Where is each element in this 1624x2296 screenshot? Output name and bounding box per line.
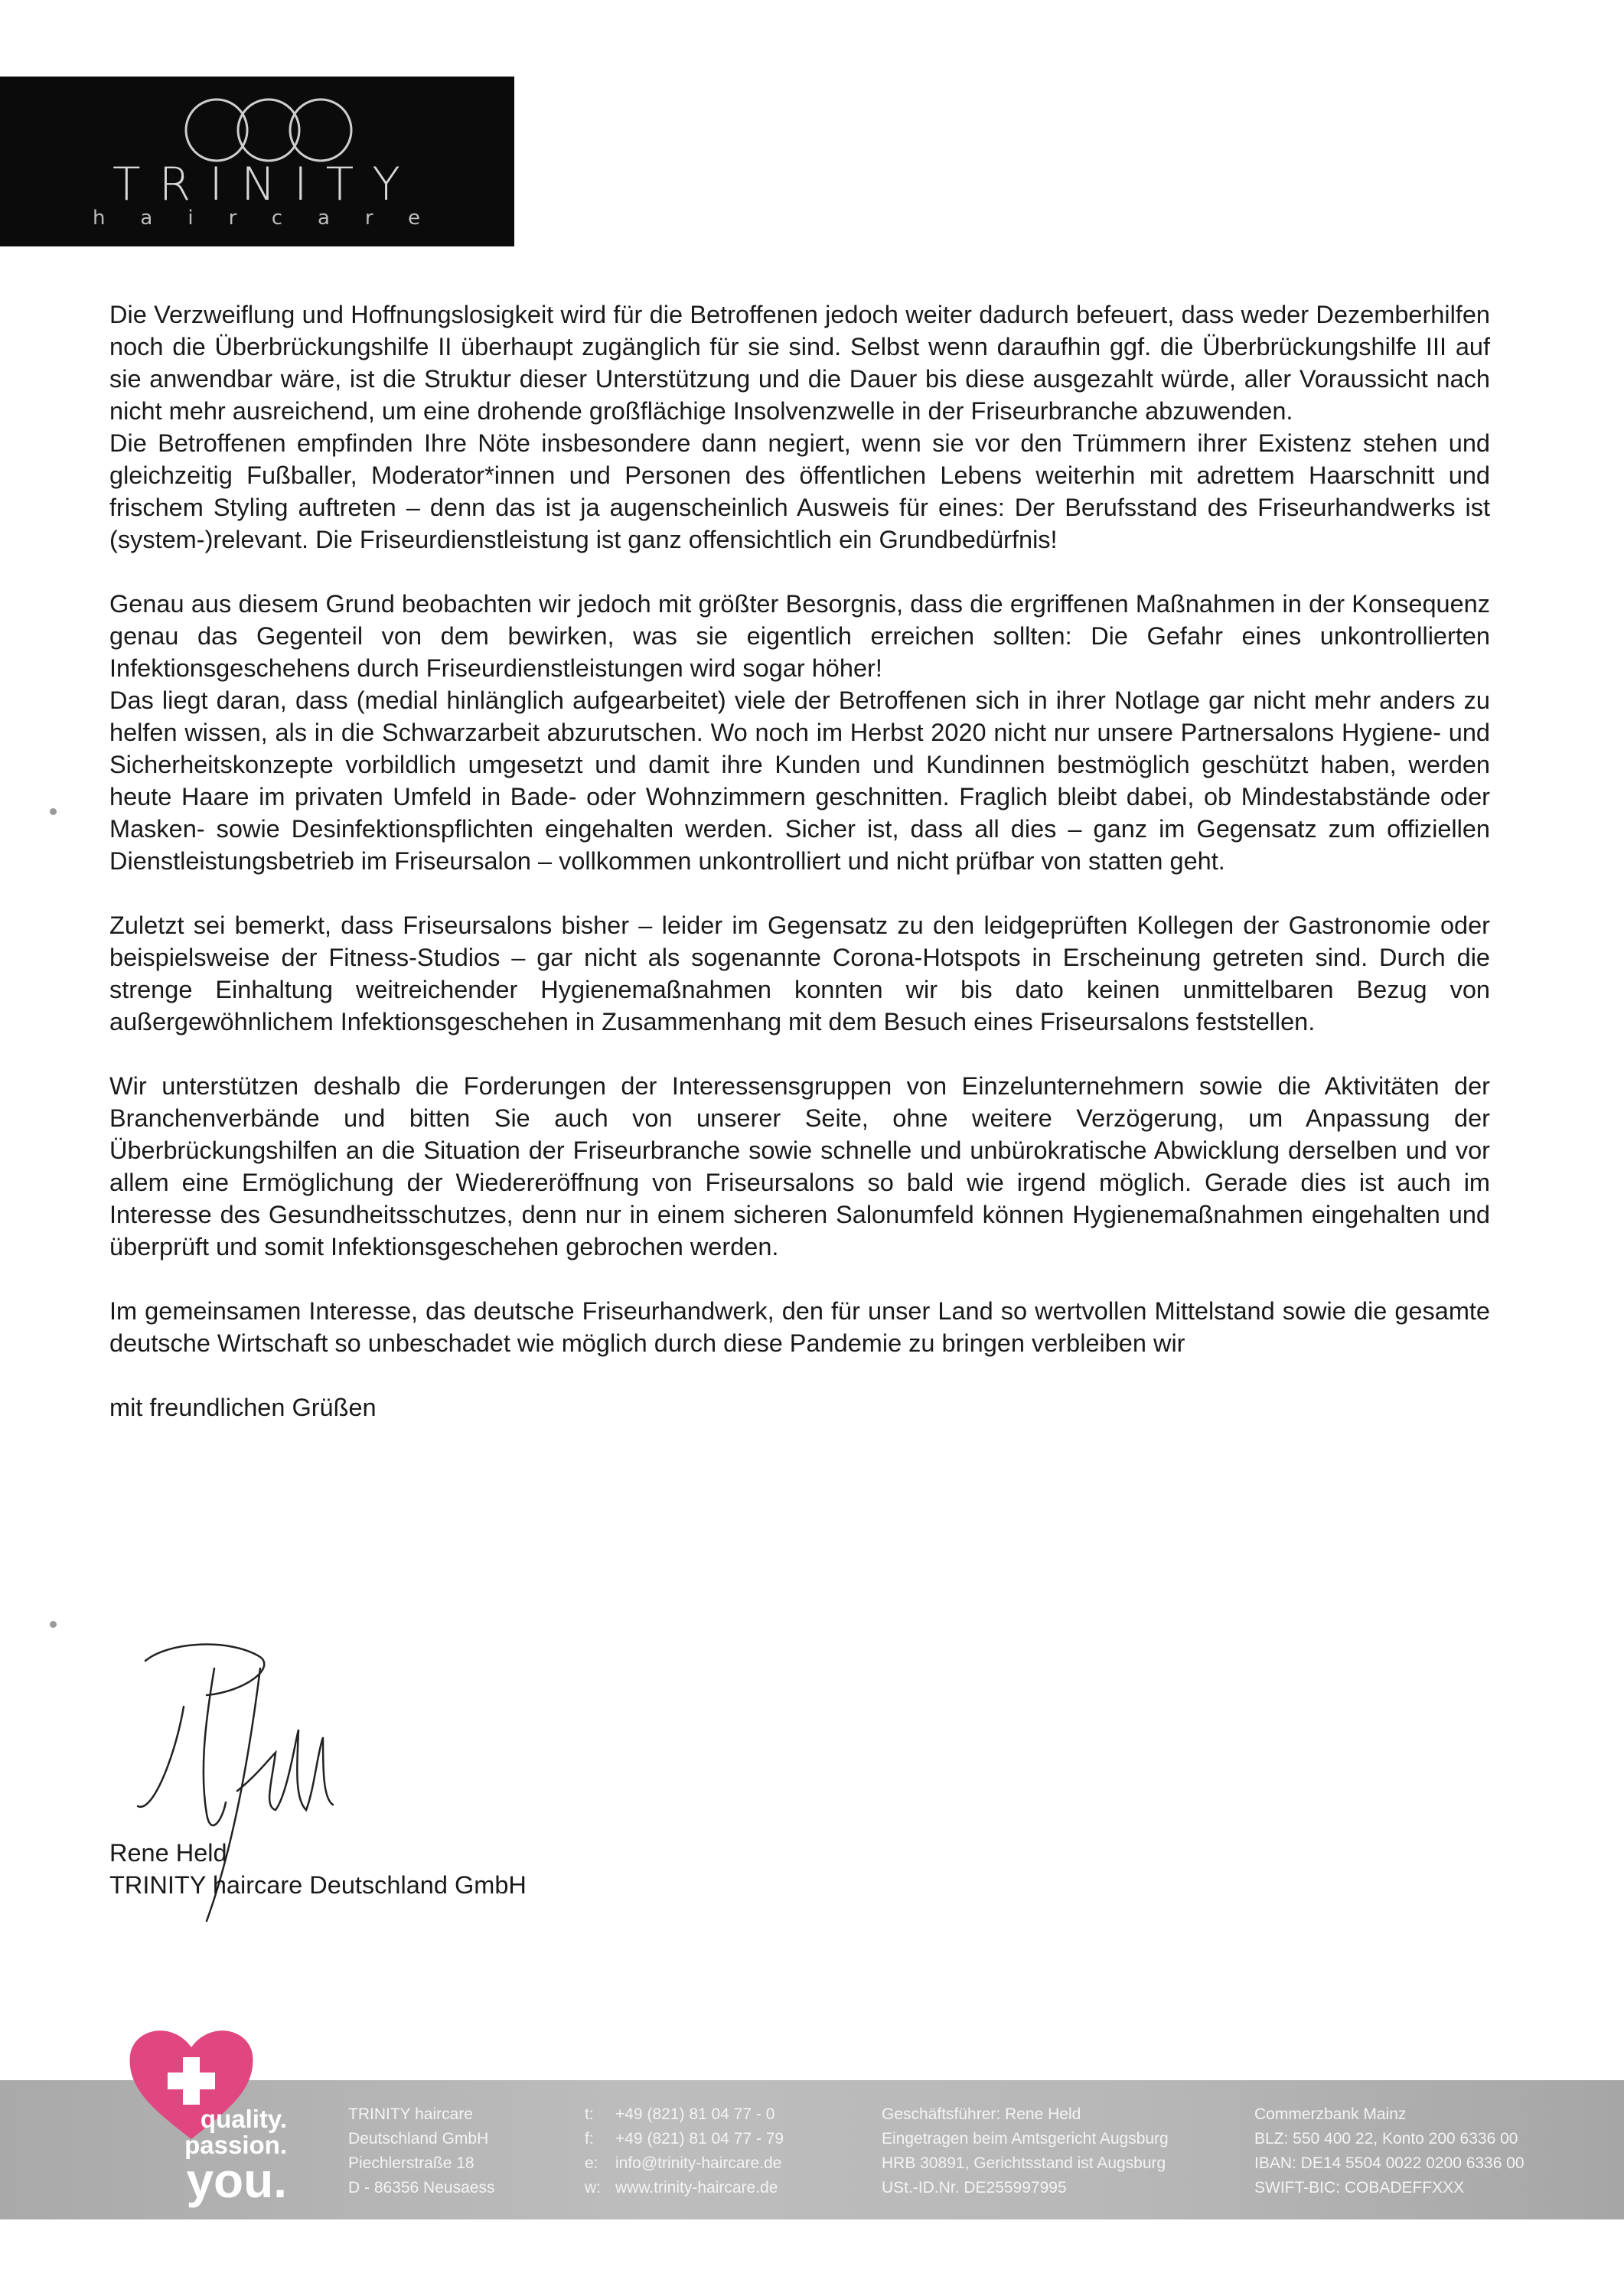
legal-line: Eingetragen beim Amtsgericht Augsburg bbox=[882, 2130, 1169, 2148]
legal-line: USt.-ID.Nr. DE255997995 bbox=[882, 2179, 1067, 2197]
closing: mit freundlichen Grüßen bbox=[109, 1394, 377, 1421]
footer-tagline bbox=[142, 2105, 287, 2208]
signatory-block bbox=[109, 1837, 527, 1901]
contact-key: e: bbox=[585, 2154, 598, 2172]
legal-line: Geschäftsführer: Rene Held bbox=[882, 2105, 1081, 2123]
signatory-company: TRINITY haircare Deutschland GmbH bbox=[109, 1871, 527, 1899]
paragraph: Zuletzt sei bemerkt, dass Friseursalons bisher – leider im Gegensatz zu den leidgeprüften Kollegen der Gastronomie oder beispielsweise der Fitness-Studios – gar nicht als sogenannte Corona-Hotspots in Erscheinung getreten sind. Durch die strenge Einhaltung weitreichender Hygienemaßnahmen konnten wir bis dato keinen unmittelbaren Bezug von außergewöhnlichem Infektionsgeschehen in Zusammenhang mit dem Besuch eines Friseursalons feststellen. bbox=[109, 912, 1490, 1035]
tagline-passion: passion. bbox=[184, 2131, 287, 2159]
tagline-you: you. bbox=[186, 2153, 287, 2208]
paragraph: Die Betroffenen empfinden Ihre Nöte insbesondere dann negiert, wenn sie vor den Trümmern ihrer Existenz stehen und gleichzeitig Fußballer, Moderator*innen und Personen des öffentlichen Lebens weiterhin mit adrettem Haarschnitt und frischem Styling auftreten – denn das ist ja augenscheinlich Ausweis für eines: Der Berufsstand des Friseurhandwerks ist (system-)relevant. Die Friseurdienstleistung ist ganz offensichtlich ein Grundbedürfnis! bbox=[109, 429, 1490, 553]
website-link[interactable]: www.trinity-haircare.de bbox=[615, 2179, 778, 2197]
contact-key: t: bbox=[585, 2105, 594, 2123]
margin-dot bbox=[50, 808, 57, 815]
tagline-quality: quality. bbox=[200, 2105, 287, 2133]
margin-dot bbox=[50, 1621, 57, 1628]
email-link[interactable]: info@trinity-haircare.de bbox=[615, 2154, 782, 2172]
paragraph: Das liegt daran, dass (medial hinlänglich aufgearbeitet) viele der Betroffenen sich in ihrer Notlage gar nicht mehr anders zu helfen wissen, als in die Schwarzarbeit abzurutschen. Wo noch im Herbst 2020 nicht nur unsere Partnersalons Hygiene- und Sicherheitskonzepte vorbildlich umgesetzt und damit ihre Kunden und Kundinnen bestmöglich geschützt haben, werden heute Haare im privaten Umfeld in Bade- oder Wohnzimmern geschnitten. Fraglich bleibt dabei, ob Mindestabstände oder Masken- sowie Desinfektionspflichten eingehalten werden. Sicher ist, dass all dies – ganz im Gegensatz zum offiziellen Dienstleistungsbetrieb im Friseursalon – vollkommen unkontrolliert und nicht prüfbar von statten geht. bbox=[109, 687, 1490, 875]
footer-bank bbox=[1254, 2102, 1525, 2200]
signatory-name: Rene Held bbox=[109, 1839, 227, 1867]
paragraph: Im gemeinsamen Interesse, das deutsche Friseurhandwerk, den für unser Land so wertvollen Mittelstand sowie die gesamte deutsche Wirtschaft so unbeschadet wie möglich durch diese Pandemie zu bringen verbleiben wir bbox=[109, 1297, 1490, 1357]
contact-key: w: bbox=[585, 2179, 601, 2197]
address-line: Piechlerstraße 18 bbox=[348, 2154, 474, 2172]
footer-legal bbox=[882, 2102, 1169, 2200]
company-logo bbox=[0, 77, 514, 246]
footer-contact bbox=[585, 2102, 784, 2200]
fax-number: +49 (821) 81 04 77 - 79 bbox=[615, 2130, 784, 2148]
logo-wordmark: TRINITY bbox=[113, 158, 419, 211]
bank-line: IBAN: DE14 5504 0022 0200 6336 00 bbox=[1254, 2154, 1525, 2172]
legal-line: HRB 30891, Gerichtsstand ist Augsburg bbox=[882, 2154, 1166, 2172]
logo-subtitle: haircare bbox=[92, 207, 456, 230]
bank-line: BLZ: 550 400 22, Konto 200 6336 00 bbox=[1254, 2130, 1518, 2148]
bank-line: Commerzbank Mainz bbox=[1254, 2105, 1407, 2123]
contact-key: f: bbox=[585, 2130, 594, 2148]
address-line: TRINITY haircare bbox=[348, 2105, 473, 2123]
address-line: Deutschland GmbH bbox=[348, 2130, 489, 2148]
paragraph: Genau aus diesem Grund beobachten wir jedoch mit größter Besorgnis, dass die ergriffenen Maßnahmen in der Konsequenz genau das Gegenteil von dem bewirken, was sie eigentlich erreichen sollten: Die Gefahr eines unkontrollierten Infektionsgeschehens durch Friseurdienstleistungen wird sogar höher! bbox=[109, 590, 1490, 682]
bank-line: SWIFT-BIC: COBADEFFXXX bbox=[1254, 2179, 1465, 2197]
phone-number[interactable]: +49 (821) 81 04 77 - 0 bbox=[615, 2105, 775, 2123]
letter-body bbox=[109, 298, 1490, 1424]
paragraph: Die Verzweiflung und Hoffnungslosigkeit wird für die Betroffenen jedoch weiter dadurch befeuert, dass weder Dezemberhilfen noch die Überbrückungshilfe II überhaupt zugänglich für sie sind. Selbst wenn daraufhin ggf. die Überbrückungshilfe III auf sie anwendbar wäre, ist die Struktur dieser Unterstützung und die Dauer bis diese ausgezahlt würde, aller Voraussicht nach nicht mehr ausreichend, um eine drohende großflächige Insolvenzwelle in der Friseurbranche abzuwenden. bbox=[109, 301, 1490, 425]
paragraph: Wir unterstützen deshalb die Forderungen der Interessensgruppen von Einzelunternehmern sowie die Aktivitäten der Branchenverbände und bitten Sie auch von unserer Seite, ohne weitere Verzögerung, um Anpassung der Überbrückungshilfen an die Situation der Friseurbranche sowie schnelle und unbürokratische Abwicklung derselben und vor allem eine Ermöglichung der Wiedereröffnung von Friseursalons so bald wie irgend möglich. Gerade dies ist auch im Interesse des Gesundheitsschutzes, denn nur in einem sicheren Salonumfeld können Hygienemaßnahmen eingehalten und überprüft und somit Infektionsgeschehen gebrochen werden. bbox=[109, 1072, 1490, 1261]
address-line: D - 86356 Neusaess bbox=[348, 2179, 495, 2197]
footer-address bbox=[348, 2102, 494, 2200]
